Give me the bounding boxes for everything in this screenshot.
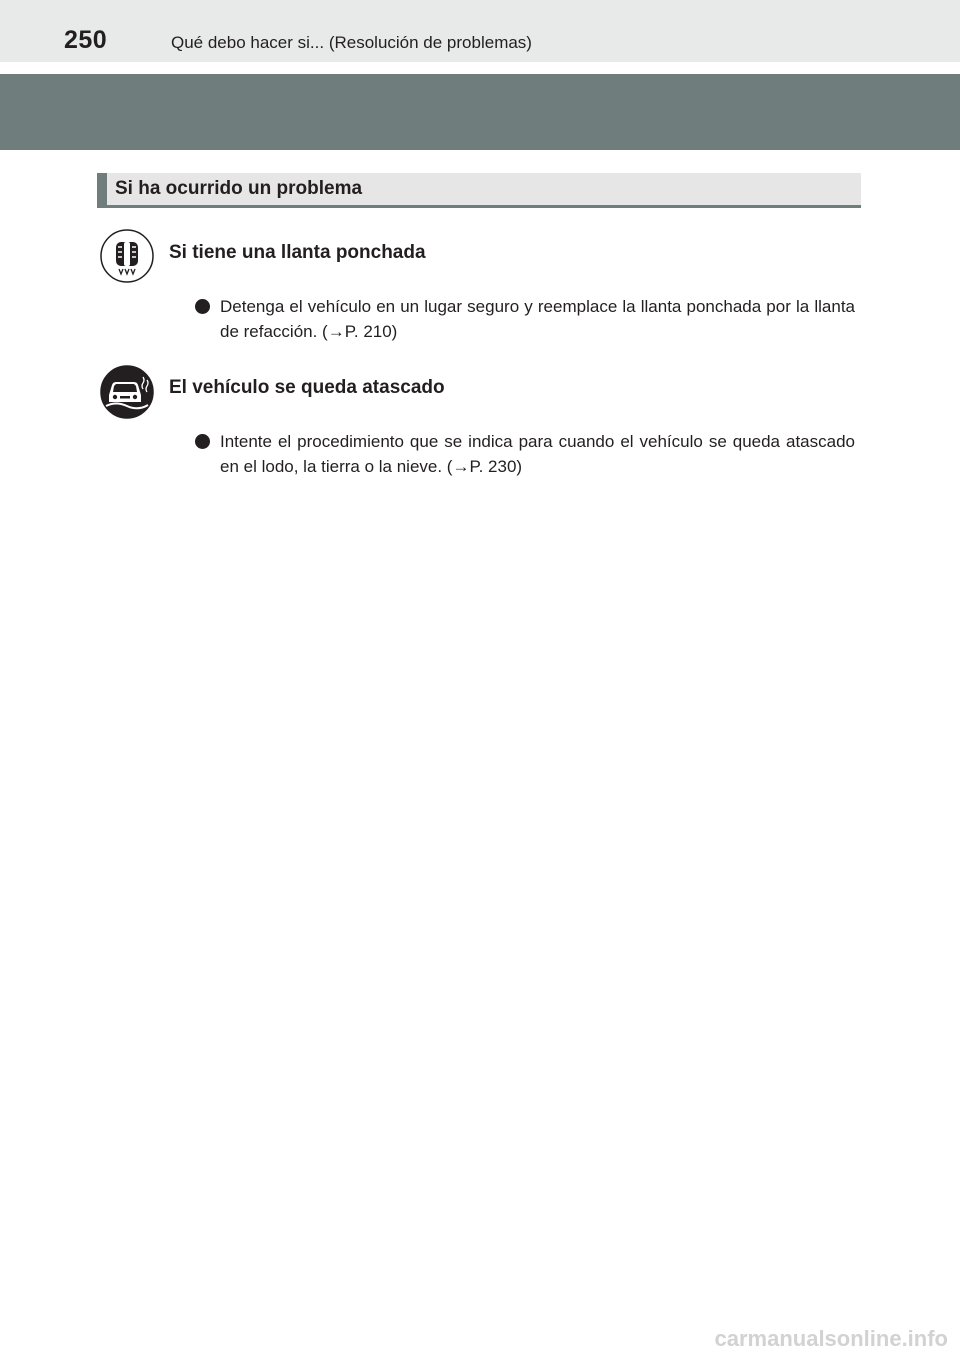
item-text-flat-tire: Detenga el vehículo en un lugar seguro y reemplace la llanta ponchada por la llanta de refacción. (→P. 210) [220,297,855,341]
watermark: carmanualsonline.info [714,1326,948,1351]
chapter-title: Qué debo hacer si... (Resolución de problemas) [171,33,532,52]
flat-tire-icon [100,229,154,283]
section-heading-accent [97,173,107,208]
item-heading-flat-tire: Si tiene una llanta ponchada [169,242,426,263]
item-text-stuck-vehicle: Intente el procedimiento que se indica para cuando el vehículo se queda atascado en el lodo, la tierra o la nieve. (→P. 230) [220,432,855,476]
section-heading [97,173,861,208]
bullet [195,434,210,449]
page-number: 250 [64,26,108,54]
chapter-banner [0,74,960,150]
stuck-vehicle-icon [100,365,154,419]
bullet [195,299,210,314]
section-title: Si ha ocurrido un problema [115,178,363,199]
item-heading-stuck-vehicle: El vehículo se queda atascado [169,377,445,398]
